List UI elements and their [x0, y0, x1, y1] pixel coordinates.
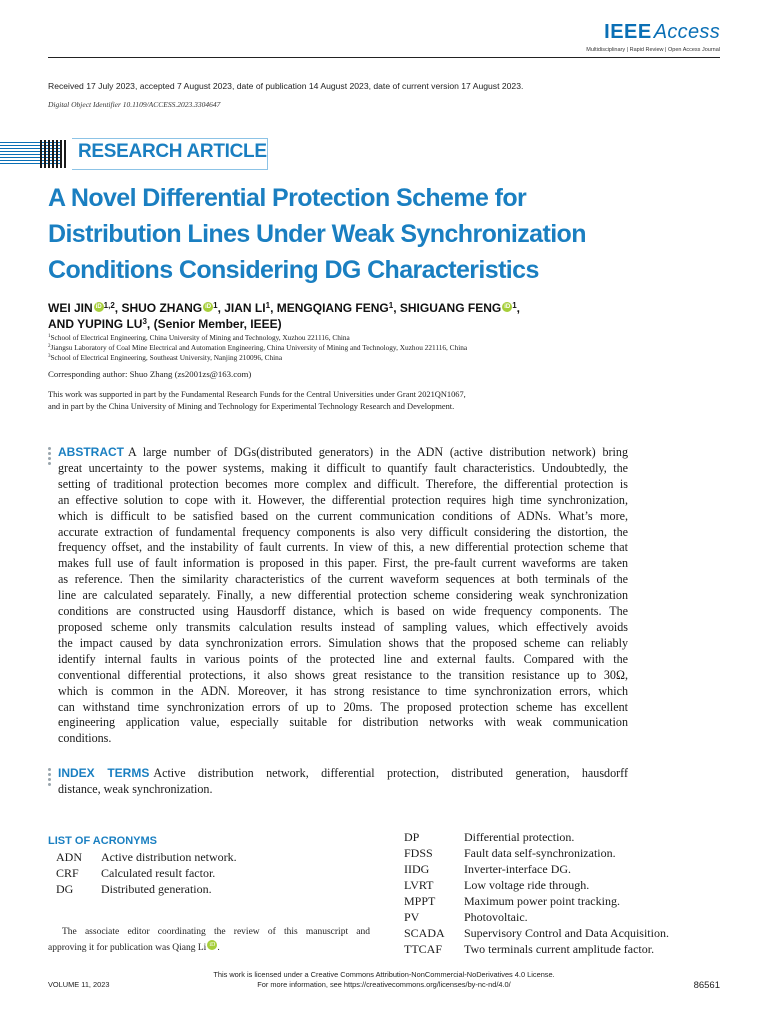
affiliation-number: 1 [48, 334, 51, 339]
abstract-marker-icon [48, 447, 51, 467]
acronym-def: Low voltage ride through. [464, 878, 590, 892]
affiliation-number: 2 [48, 344, 51, 349]
license-note [48, 970, 720, 990]
editor-note-line [48, 940, 370, 956]
editor-note-line: The associate editor coordinating the review of this manuscript and [62, 927, 370, 937]
affiliation-number: 3 [48, 354, 51, 359]
corresponding-author: Corresponding author: Shuo Zhang (zs2001zs@163.com) [48, 369, 252, 379]
affiliation [48, 353, 467, 363]
abstract-line: frequency offset, and the instability of fault currents. In view of this, a new differential protection scheme that [58, 540, 628, 555]
author-name: AND YUPING LU [48, 317, 143, 331]
received-dates: Received 17 July 2023, accepted 7 August 2023, date of publication 14 August 2023, date of current version 17 August 2023. [48, 81, 524, 91]
editor-note [48, 924, 370, 956]
acronym-row [56, 849, 237, 865]
affiliation-text: School of Electrical Engineering, Southeast University, Nanjing 210096, China [50, 353, 283, 362]
title-line: Conditions Considering DG Characteristics [48, 256, 539, 284]
abstract-text: A large number of DGs(distributed generators) in the ADN (active distribution network) bring [128, 445, 628, 459]
volume-label: VOLUME 11, 2023 [48, 980, 110, 989]
funding-line: This work was supported in part by the Fundamental Research Funds for the Central Universities under Grant 2021QN1067, [48, 390, 466, 399]
author-name: , SHUO ZHANG [114, 301, 203, 315]
abstract-line: conditions. [58, 731, 112, 746]
acronym-abbr: PV [404, 910, 420, 924]
abstract-line: line are calculated separately. Finally, a new differential protection scheme considering weak synchronization [58, 588, 628, 603]
acronym-abbr: SCADA [404, 926, 445, 940]
paper-title [48, 180, 688, 288]
journal-header [48, 14, 720, 58]
acronym-row [404, 861, 669, 877]
abstract-line: conventional differential protections, it also shows great resistance to the transition resistance up to 30Ω, [58, 667, 628, 682]
license-line[interactable]: For more information, see https://creativecommons.org/licenses/by-nc-nd/4.0/ [257, 980, 511, 989]
abstract-label: ABSTRACT [58, 445, 124, 459]
abstract-line: accurate extraction of fundamental frequency components is also very difficult considering the distortion, the [58, 524, 628, 539]
acronym-row [404, 829, 669, 845]
acronym-def: Inverter-interface DG. [464, 862, 572, 876]
abstract-line: can withstand time synchronization errors of up to 20ms. The proposed protection scheme has excellent [58, 699, 628, 714]
acronym-abbr: CRF [56, 866, 79, 880]
orcid-icon[interactable]: iD [205, 304, 212, 310]
acronym-def: Differential protection. [464, 830, 575, 844]
page-footer [48, 970, 720, 994]
affiliation [48, 333, 467, 343]
abstract-line: the impact caused by data synchronization errors. Simulation shows that the proposed scheme can reliably [58, 635, 628, 650]
acronyms-list-left [56, 849, 237, 897]
acronym-row [404, 845, 669, 861]
orcid-icon[interactable]: iD [95, 304, 102, 310]
abstract-line: identify internal faults in various points of the protected line and external faults. Compared with the [58, 651, 628, 666]
acronym-abbr: LVRT [404, 878, 434, 892]
article-type: RESEARCH ARTICLE [78, 141, 267, 162]
doi: Digital Object Identifier 10.1109/ACCESS.2023.3304647 [48, 100, 221, 109]
author-affil: 3 [142, 317, 147, 326]
license-line[interactable]: This work is licensed under a Creative Commons Attribution-NonCommercial-NoDerivatives 4.0 License. [213, 970, 555, 979]
abstract-line: conditions are constructed using Hausdorff distance, which is based on wide frequency components. The [58, 604, 628, 619]
acronym-row [404, 909, 669, 925]
index-terms-line [58, 766, 628, 782]
index-terms [58, 766, 628, 798]
acronym-def: Two terminals current amplitude factor. [464, 942, 655, 956]
index-terms-label: INDEX TERMS [58, 766, 150, 780]
index-terms-text: Active distribution network, differential protection, distributed generation, hausdorff [153, 766, 628, 780]
abstract-line: proposed scheme only transmits calculation results instead of sampling values, which effectively avoids [58, 619, 628, 634]
author-affil: 1 [213, 301, 218, 310]
abstract-line: an effective solution to cope with it. However, the differential protection requires high time synchronization, [58, 492, 628, 507]
author-affil: 1,2 [103, 301, 115, 310]
banner-bars-icon [40, 140, 68, 168]
acronym-abbr: MPPT [404, 894, 436, 908]
acronym-row [404, 893, 669, 909]
abstract-line: makes full use of fault information is proposed in this paper. First, the pre-fault current waveforms are taken [58, 556, 628, 571]
abstract-line [58, 445, 628, 461]
title-line: A Novel Differential Protection Scheme for [48, 184, 527, 212]
author-affil: 1 [388, 301, 394, 310]
author-name: , SHIGUANG FENG [393, 301, 502, 315]
acronyms-title: LIST OF ACRONYMS [48, 835, 157, 847]
acronym-abbr: ADN [56, 850, 82, 864]
logo-access: Access [653, 21, 720, 43]
index-terms-line: distance, weak synchronization. [58, 781, 213, 796]
author-separator: , [516, 301, 520, 315]
author-name: , MENGQIANG FENG [270, 301, 389, 315]
abstract-line: engineering application value, especially suitable for distribution networks with weak communication [58, 715, 628, 730]
abstract-line: great uncertainty to the power systems, making it difficult to quantify fault characteristics. Undoubtedly, the [58, 460, 628, 475]
acronym-row [56, 881, 237, 897]
editor-note-end: . [217, 943, 220, 953]
affiliations [48, 333, 467, 363]
abstract [58, 445, 628, 747]
acronym-row [404, 877, 669, 893]
author-membership: , (Senior Member, IEEE) [146, 317, 282, 331]
abstract-line: which is difficult to be satisfied based on the current communication conditions of ADNs. What’s more, [58, 508, 628, 523]
author-line [48, 300, 728, 316]
title-line: Distribution Lines Under Weak Synchronization [48, 220, 586, 248]
article-type-banner [0, 136, 270, 172]
journal-logo [604, 22, 720, 42]
acronym-def: Calculated result factor. [101, 866, 216, 880]
acronyms-list-right [404, 829, 669, 957]
acronym-row [404, 925, 669, 941]
author-list [48, 300, 728, 332]
index-terms-marker-icon [48, 768, 51, 788]
orcid-icon[interactable]: iD [209, 942, 216, 948]
affiliation [48, 343, 467, 353]
affiliation-text: School of Electrical Engineering, China University of Mining and Technology, Xuzhou 221116, China [50, 333, 350, 342]
acronym-def: Photovoltaic. [464, 910, 528, 924]
orcid-icon[interactable]: iD [504, 304, 511, 310]
acronym-abbr: DG [56, 882, 74, 896]
journal-tagline: Multidisciplinary | Rapid Review | Open Access Journal [586, 47, 720, 53]
author-line [48, 316, 728, 332]
acronym-row [404, 941, 669, 957]
acronym-abbr: IIDG [404, 862, 430, 876]
author-affil: 1 [512, 301, 517, 310]
abstract-line: as reference. Then the similarity characteristics of the current waveform sequences at both terminals of the [58, 572, 628, 587]
author-name: WEI JIN [48, 301, 93, 315]
acronym-def: Fault data self-synchronization. [464, 846, 616, 860]
abstract-line: setting of traditional protection becomes more complex and difficult. Therefore, the differential protection is [58, 476, 628, 491]
acronym-def: Distributed generation. [101, 882, 212, 896]
acronym-abbr: FDSS [404, 846, 433, 860]
acronym-def: Maximum power point tracking. [464, 894, 620, 908]
acronym-abbr: TTCAF [404, 942, 443, 956]
author-name: , JIAN LI [217, 301, 266, 315]
acronym-def: Active distribution network. [101, 850, 237, 864]
author-affil: 1 [265, 301, 271, 310]
acronym-def: Supervisory Control and Data Acquisition. [464, 926, 669, 940]
editor-note-text: approving it for publication was Qiang Li [48, 943, 207, 953]
acronym-abbr: DP [404, 830, 420, 844]
page-number: 86561 [693, 980, 720, 991]
logo-ieee: IEEE [604, 21, 652, 43]
affiliation-text: Jiangsu Laboratory of Coal Mine Electrical and Automation Engineering, China University of Mining and Technology, Xuzhou 221116, China [50, 343, 468, 352]
acronym-row [56, 865, 237, 881]
funding-note [48, 389, 466, 413]
abstract-line: which is common in the ADN. Moreover, it has strong resistance to time synchronization errors, which [58, 683, 628, 698]
funding-line: and in part by the China University of Mining and Technology for Experimental Technology Research and Development. [48, 402, 455, 411]
